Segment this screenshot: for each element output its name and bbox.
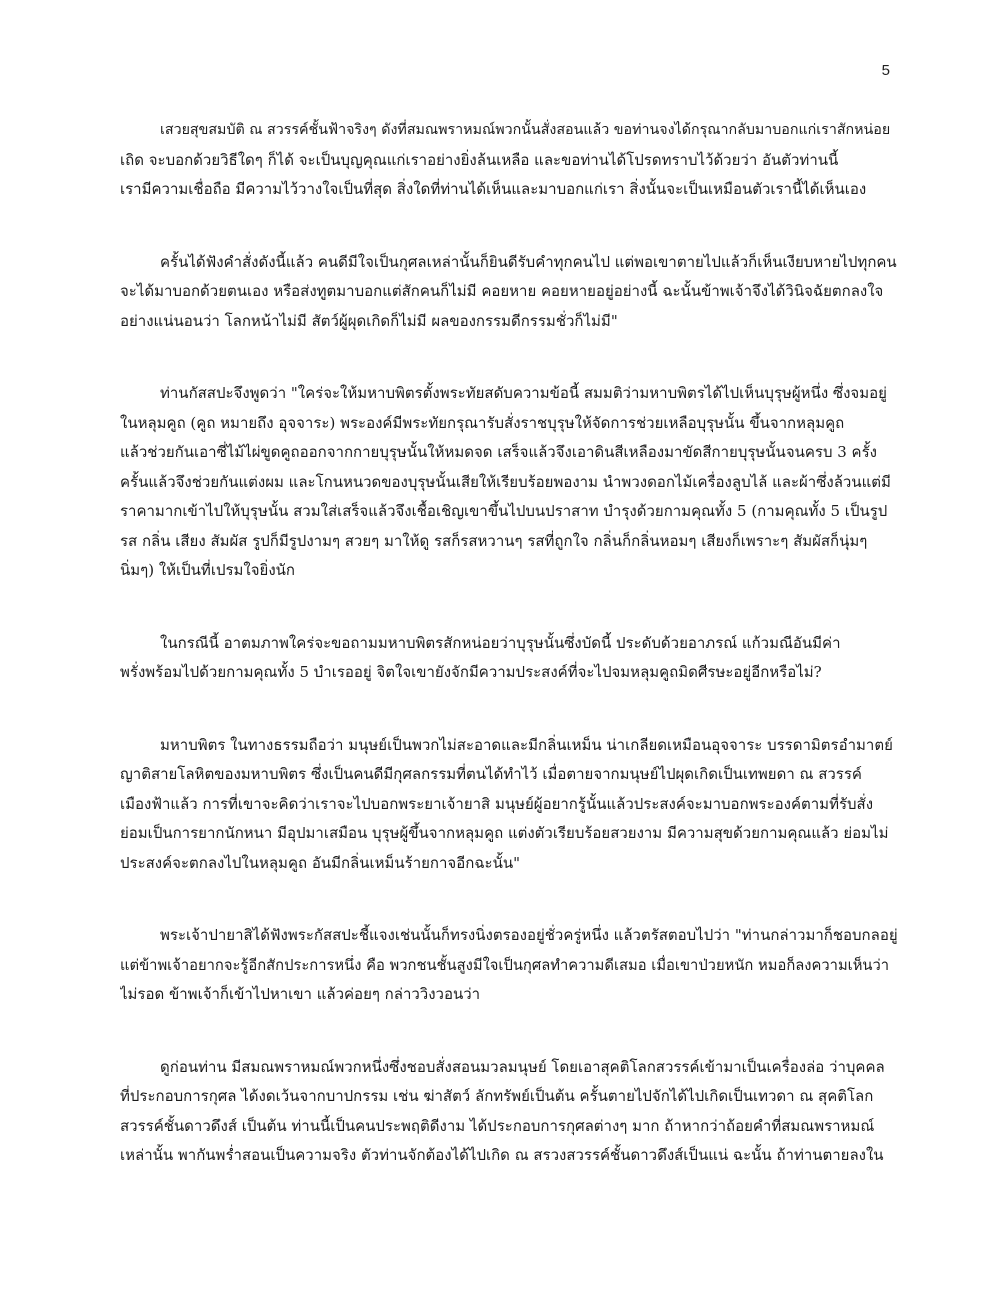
text-line: ญาติสายโลหิตของมหาบพิตร ซึ่งเป็นคนดีมีกุศลกรรมที่ตนได้ทำไว้ เมื่อตายจากมนุษย์ไปผุดเกิดเป็นเทพยดา ณ สวรรค์ — [120, 765, 862, 783]
text-line: มหาบพิตร ในทางธรรมถือว่า มนุษย์เป็นพวกไม่สะอาดและมีกลิ่นเหม็น น่าเกลียดเหมือนอุจจาระ บรรดามิตรอำมาตย์ — [160, 735, 893, 754]
paragraph — [120, 248, 900, 337]
document-body — [120, 116, 900, 1214]
text-line: แล้วช่วยกันเอาซี่ไม้ไผ่ขูดคูถออกจากกายบุรุษนั้นให้หมดจด เสร็จแล้วจึงเอาดินสีเหลืองมาขัดสีกายบุรุษนั้นจนครบ 3 ครั้ง — [120, 443, 877, 461]
text-line: อย่างแน่นอนว่า โลกหน้าไม่มี สัตว์ผู้ผุดเกิดก็ไม่มี ผลของกรรมดีกรรมชั่วก็ไม่มี" — [120, 311, 618, 330]
text-line: ดูก่อนท่าน มีสมณพราหมณ์พวกหนึ่งซึ่งชอบสั่งสอนมวลมนุษย์ โดยเอาสุคติโลกสวรรค์เข้ามาเป็นเครื่องล่อ ว่าบุคคล — [160, 1057, 885, 1076]
text-line: ประสงค์จะตกลงไปในหลุมคูถ อันมีกลิ่นเหม็นร้ายกาจอีกฉะนั้น" — [120, 853, 520, 872]
page-number: 5 — [881, 62, 890, 79]
paragraph — [120, 731, 900, 879]
text-line: เสวยสุขสมบัติ ณ สวรรค์ชั้นฟ้าจริงๆ ดังที่สมณพราหมณ์พวกนั้นสั่งสอนแล้ว ขอท่านจงได้กรุณากลับมาบอกแก่เราสักหน่อย — [160, 122, 891, 138]
text-line: สวรรค์ชั้นดาวดึงส์ เป็นต้น ท่านนี้เป็นคนประพฤติดีงาม ได้ประกอบการกุศลต่างๆ มาก ถ้าหากว่าถ้อยคำที่สมณพราหมณ์ — [120, 1116, 875, 1135]
text-line: เถิด จะบอกด้วยวิธีใดๆ ก็ได้ จะเป็นบุญคุณแก่เราอย่างยิ่งล้นเหลือ และขอท่านได้โปรดทราบไว้ด้วยว่า อันตัวท่านนี้ — [120, 150, 839, 169]
text-line: พรั่งพร้อมไปด้วยกามคุณทั้ง 5 บำเรออยู่ จิตใจเขายังจักมีความประสงค์ที่จะไปจมหลุมคูถมิดศีรษะอยู่อีกหรือไม่? — [120, 663, 822, 681]
text-line: ที่ประกอบการกุศล ได้งดเว้นจากบาปกรรม เช่น ฆ่าสัตว์ ลักทรัพย์เป็นต้น ครั้นตายไปจักได้ไปเกิดเป็นเทวดา ณ สุคติโลก — [120, 1087, 874, 1105]
paragraph — [120, 116, 900, 205]
text-line: ไม่รอด ข้าพเจ้าก็เข้าไปหาเขา แล้วค่อยๆ กล่าววิงวอนว่า — [120, 985, 481, 1003]
text-line: ย่อมเป็นการยากนักหนา มีอุปมาเสมือน บุรุษผู้ขึ้นจากหลุมคูถ แต่งตัวเรียบร้อยสวยงาม มีความสุขด้วยกามคุณแล้ว ย่อมไม่ — [120, 824, 889, 842]
text-line: นิ่มๆ) ให้เป็นที่เปรมใจยิ่งนัก — [120, 561, 295, 579]
text-line: ครั้นได้ฟังคำสั่งดังนี้แล้ว คนดีมีใจเป็นกุศลเหล่านั้นก็ยินดีรับคำทุกคนไป แต่พอเขาตายไปแล้วก็เห็นเงียบหายไปทุกคน — [160, 252, 897, 271]
paragraph — [120, 629, 900, 688]
paragraph — [120, 921, 900, 1010]
text-line: ในหลุมคูถ (คูถ หมายถึง อุจจาระ) พระองค์มีพระทัยกรุณารับสั่งราชบุรุษให้จัดการช่วยเหลือบุรุษนั้น ขึ้นจากหลุมคูถ — [120, 413, 845, 432]
text-line: รส กลิ่น เสียง สัมผัส รูปก็มีรูปงามๆ สวยๆ มาให้ดู รสก็รสหวานๆ รสที่ถูกใจ กลิ่นก็กลิ่นหอมๆ เสียงก็เพราะๆ สัมผัสก็นุ่มๆ — [120, 531, 868, 550]
text-line: ท่านกัสสปะจึงพูดว่า "ใคร่จะให้มหาบพิตรตั้งพระทัยสดับความข้อนี้ สมมติว่ามหาบพิตรได้ไปเห็นบุรุษผู้หนึ่ง ซึ่งจมอยู่ — [160, 384, 887, 402]
text-line: ราคามากเข้าไปให้บุรุษนั้น สวมใส่เสร็จแล้วจึงเชื้อเชิญเขาขึ้นไปบนปราสาท บำรุงด้วยกามคุณทั้ง 5 (กามคุณทั้ง 5 เป็นรูป — [120, 502, 888, 520]
text-line: เหล่านั้น พากันพร่ำสอนเป็นความจริง ตัวท่านจักต้องได้ไปเกิด ณ สรวงสวรรค์ชั้นดาวดึงส์เป็นแน่ ฉะนั้น ถ้าท่านตายลงใน — [120, 1146, 884, 1164]
text-line: ในกรณีนี้ อาตมภาพใคร่จะขอถามมหาบพิตรสักหน่อยว่าบุรุษนั้นซึ่งบัดนี้ ประดับด้วยอาภรณ์ แก้วมณีอันมีค่า — [160, 633, 841, 652]
text-line: แต่ข้าพเจ้าอยากจะรู้อีกสักประการหนึ่ง คือ พวกชนชั้นสูงมีใจเป็นกุศลทำความดีเสมอ เมื่อเขาป่วยหนัก หมอก็ลงความเห็นว่า — [120, 956, 890, 974]
text-line: ครั้นแล้วจึงช่วยกันแต่งผม และโกนหนวดของบุรุษนั้นเสียให้เรียบร้อยพองาม นำพวงดอกไม้เครื่องลูบไล้ และผ้าซึ่งล้วนแต่มี — [120, 472, 891, 491]
text-line: พระเจ้าปายาสิได้ฟังพระกัสสปะชี้แจงเช่นนั้นก็ทรงนิ่งตรองอยู่ชั่วครู่หนึ่ง แล้วตรัสตอบไปว่า "ท่านกล่าวมาก็ชอบกลอยู่ — [160, 926, 898, 944]
paragraph — [120, 1053, 900, 1171]
paragraph — [120, 379, 900, 586]
text-line: จะได้มาบอกด้วยตนเอง หรือส่งทูตมาบอกแต่สักคนก็ไม่มี คอยหาย คอยหายอยู่อย่างนี้ ฉะนั้นข้าพเจ้าจึงได้วินิจฉัยตกลงใจ — [120, 282, 884, 300]
text-line: เมืองฟ้าแล้ว การที่เขาจะคิดว่าเราจะไปบอกพระยาเจ้ายาสิ มนุษย์ผู้อยากรู้นั้นแล้วประสงค์จะมาบอกพระองค์ตามที่รับสั่ง — [120, 794, 874, 813]
text-line: เรามีความเชื่อถือ มีความไว้วางใจเป็นที่สุด สิ่งใดที่ท่านได้เห็นและมาบอกแก่เรา สิ่งนั้นจะเป็นเหมือนตัวเรานี้ได้เห็นเอง — [120, 180, 867, 198]
